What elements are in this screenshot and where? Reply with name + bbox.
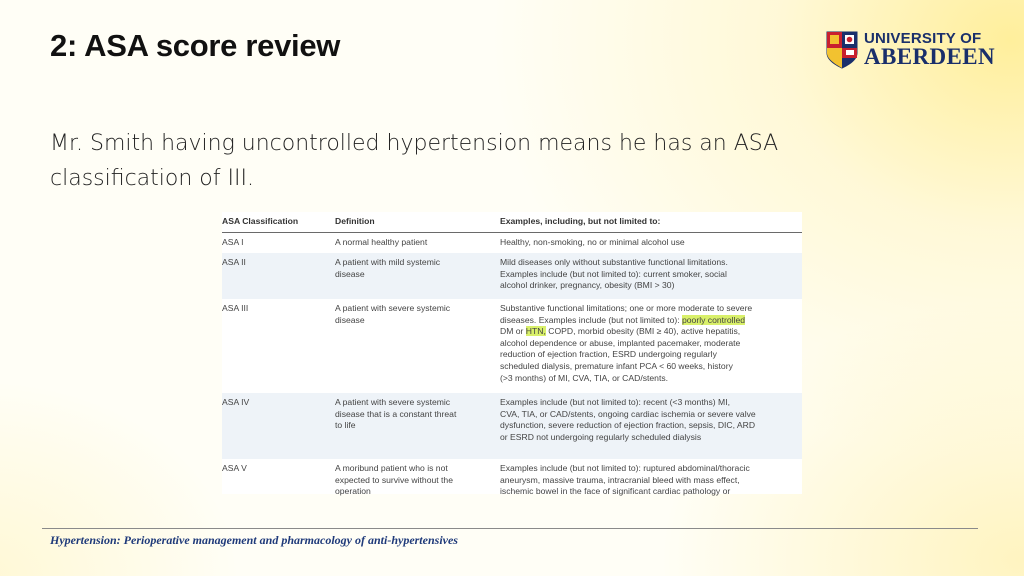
footer-divider (42, 528, 978, 529)
cell-line: expected to survive without the (335, 474, 453, 485)
header-examples: Examples, including, but not limited to: (500, 216, 661, 226)
cell-line: reduction of ejection fraction, ESRD undergoing regularly (500, 349, 717, 360)
highlight-poorly-controlled: poorly controlled (682, 314, 746, 325)
cell-line: alcohol drinker, pregnancy, obesity (BMI > 30) (500, 280, 675, 291)
asa-classification-table (222, 212, 802, 497)
cell-line: operation (335, 486, 371, 497)
cell-examples (500, 463, 802, 498)
cell-line: or ESRD not undergoing regularly scheduled dialysis (500, 431, 702, 442)
slide-title: 2: ASA score review (50, 28, 341, 63)
cell-line: CVA, TIA, or CAD/stents, ongoing cardiac ischemia or severe valve (500, 408, 756, 419)
university-logo (826, 30, 996, 70)
cell-examples (500, 257, 802, 292)
cell-line: DM or (500, 326, 524, 337)
cell-line: Substantive functional limitations; one or more moderate to severe (500, 303, 753, 313)
cell-class: ASA I (222, 237, 244, 247)
cell-definition (335, 397, 485, 432)
university-crest-icon (826, 31, 858, 69)
cell-class: ASA V (222, 463, 247, 473)
cell-line: A patient with severe systemic (335, 397, 451, 407)
cell-definition (335, 463, 485, 498)
cell-line: Mild diseases only without substantive functional limitations. (500, 257, 728, 267)
cell-line: disease that is a constant threat (335, 408, 457, 419)
table-row-asa-1 (222, 233, 802, 253)
cell-line: aneurysm, massive trauma, intracranial bleed with mass effect, (500, 474, 740, 485)
cell-line: ischemic bowel in the face of significant cardiac pathology or (500, 486, 731, 497)
table-row-asa-3 (222, 299, 802, 393)
cell-line: disease (335, 268, 365, 279)
cell-examples (500, 397, 802, 443)
cell-line: Examples include (but not limited to): recent (<3 months) MI, (500, 397, 730, 407)
table-row-asa-2 (222, 253, 802, 299)
cell-examples (500, 237, 802, 249)
cell-line: (>3 months) of MI, CVA, TIA, or CAD/stents. (500, 372, 669, 383)
cell-line: dysfunction, severe reduction of ejection fraction, sepsis, DIC, ARD (500, 420, 756, 431)
cell-line: Healthy, non-smoking, no or minimal alcohol use (500, 237, 685, 247)
cell-line: Examples include (but not limited to): ruptured abdominal/thoracic (500, 463, 750, 473)
cell-line: to life (335, 420, 356, 431)
cell-line: A patient with mild systemic (335, 257, 441, 267)
cell-definition (335, 257, 485, 280)
header-definition: Definition (335, 216, 375, 226)
cell-definition (335, 303, 485, 326)
logo-text-university-of: UNIVERSITY OF (864, 30, 982, 47)
logo-text-aberdeen: ABERDEEN (864, 44, 996, 69)
cell-line: A moribund patient who is not (335, 463, 448, 473)
cell-line: diseases. Examples include (but not limited to): (500, 314, 680, 325)
cell-line: Examples include (but not limited to): current smoker, social (500, 268, 727, 279)
cell-class: ASA III (222, 303, 249, 313)
table-row-asa-5 (222, 459, 802, 497)
cell-class: ASA IV (222, 397, 250, 407)
highlight-htn: HTN, (525, 326, 546, 337)
cell-line: A patient with severe systemic (335, 303, 451, 313)
cell-line: COPD, morbid obesity (BMI ≥ 40), active hepatitis, (548, 326, 741, 337)
cell-definition (335, 237, 485, 249)
header-asa-classification: ASA Classification (222, 216, 299, 226)
footer-text: Hypertension: Perioperative management and pharmacology of anti-hypertensives (50, 533, 458, 547)
table-header-row (222, 212, 802, 233)
body-text: Mr. Smith having uncontrolled hypertension means he has an ASA classification of III. (50, 131, 779, 191)
cell-line: disease (335, 314, 365, 325)
cell-class: ASA II (222, 257, 246, 267)
cell-line: A normal healthy patient (335, 237, 428, 247)
cell-line: scheduled dialysis, premature infant PCA < 60 weeks, history (500, 360, 733, 371)
table-row-asa-4 (222, 393, 802, 459)
cell-line: alcohol dependence or abuse, implanted pacemaker, moderate (500, 337, 741, 348)
cell-examples (500, 303, 802, 384)
